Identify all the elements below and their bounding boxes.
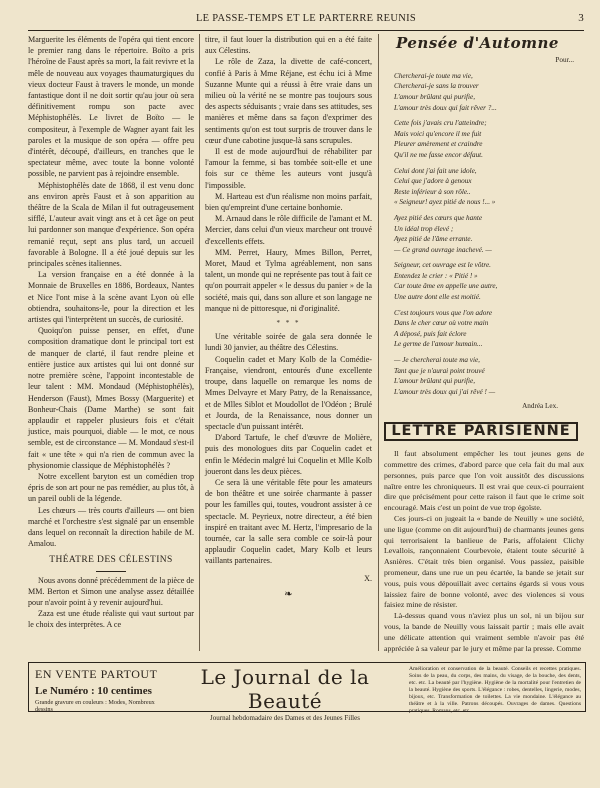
poem-line: A déposé, puis fait éclore [394,329,467,338]
poem-line: Un idéal trop élevé ; [394,224,454,233]
paragraph: D'abord Tartufe, le chef d'œuvre de Molière, puis des monologues dits par Coquelin cadet et enfin le Médecin malgré lui Coquelin et Mlle Kolb joueront dans les deux pièces. [205,433,372,476]
paragraph: Les chœurs — très courts d'ailleurs — ont bien marché et l'orchestre s'est signalé par un ensemble dans lequel on reconnaît la direction habile de M. Amalou. [28,505,194,549]
page-number: 3 [578,12,584,24]
paragraph: Méphistophélès date de 1868, il est venu donc ans environ après Faust et à son apparition au théâtre de la Scala de Milan il fut outrageusement sifflé, L'auteur avait vingt ans et à cet âge on peut lui pardonner son manque d'expérience. Son opéra remanié reçut, sept ans plus tard, un accueil favorable à Bologne. Il a été joué depuis sur les principales scènes italiennes. [28,180,194,269]
advert-center [165,665,405,722]
poem-stanza [384,213,584,255]
paragraph: titre, il faut louer la distribution qui en a été faite aux Célestins. [205,35,372,56]
poem-dedication: Pour... [555,56,574,65]
poem-line: Ayez pitié de l'âme errante. [394,235,473,244]
paragraph: Coquelin cadet et Mary Kolb de la Comédie-Française, viendront, entourés d'une excellente troupe, dans laquelle on remarque les noms de Mmes Delvayre et Mary Patry, de la Renaissance, et de Mlles Siblot et Moudollot de l'Odéon ; Brulé et Jourda, de la Renaissance, nous donner un spectacle d'un puissant intérêt. [205,354,372,431]
article-signature: X. [364,573,372,583]
poem-stanza [384,355,584,397]
column-3 [384,34,584,654]
poem-stanza [384,308,584,350]
paragraph: M. Harteau est d'un réalisme non moins parfait, bien qu'empreint d'une certaine bonhomie. [205,191,372,213]
poem-line: « Seigneur! ayez pitié de nous !... » [394,198,496,207]
paragraph: La version française en a été donnée à la Monnaie de Bruxelles en 1886, Bordeaux, Nantes et Nice l'ont mise à la scène avant Lyon où elle obtiendra, souhaitons-le, pour la direction et les artistes qui l'interprètent un succès, de curiosité. [28,270,194,325]
advert-price-value: 10 centimes [97,685,152,697]
poem-line: C'est toujours vous que l'on adore [394,308,493,317]
section-rule [96,571,126,572]
poem-line: Chercherai-je toute ma vie, [394,71,473,80]
advert-left [35,667,165,713]
poem-line: Reste inférieur à son rôle.. [394,187,471,196]
poem-line: Entendez le crier : « Pitié ! » [394,271,478,280]
lettre-parisienne-title: LETTRE PARISIENNE [384,422,578,441]
page-header [28,10,584,30]
paragraph: Là-dessus quand vous n'aviez plus un sol, ni un bijou sur vous, la bande de Neuilly vous laissait partir ; mais elle avait une délicate attention qui vraiment semble n'avoir pas été appréciée à sa valeur par le jury et même par la presse. Comme [384,611,584,653]
poem-stanza [384,118,584,160]
column-1 [28,34,194,631]
poem-line: Mais voici qu'encore il me fuit [394,129,482,138]
poem-line: Qu'il ne me fasse encor défaut. [394,150,483,159]
paragraph: M. Arnaud dans le rôle difficile de l'amant et M. Mercier, dans celui d'un vieux marcheur ont trouvé d'excellents effets. [205,214,372,246]
poem-line: L'amour brûlant qui purifie, [394,377,476,386]
paragraph: Une véritable soirée de gala sera donnée le lundi 30 janvier, au théâtre des Célestins. [205,332,372,353]
advert-vente-partout: EN VENTE PARTOUT [35,667,158,681]
paragraph: Marguerite les éléments de l'opéra qui tient encore le premier rang dans le répertoire. Boïto a pris l'héroïne de Faust après sa mort, la fait revivre et la mêle de nouveau aux voyages thaumaturgiques du vieux docteur Faust à travers le monde, un monde fantastique dont il ne doit sortir qu'au jour où sera définitivement rompu son pacte avec Méphistophélès. Le livret de Boïto — le compositeur, à l'exemple de Wagner ayant fait les paroles et la musique de son opéra — offre peu d'intérêt, découpé, d'ailleurs, en tranches que le spectateur même, avec toute la bonne volonté possible, ne parvient pas à rejoindre ensemble. [28,35,194,179]
advert-price [35,685,165,697]
poem-stanza [384,71,584,113]
poem-line: L'amour très doux qui fait rêver ?... [394,103,497,112]
poem-line: Ayez pitié des cœurs que hante [394,213,483,222]
poem-line: Dans le cher cœur où votre main [394,319,489,328]
advert-logo: Le Journal de la Beauté [200,665,370,713]
poem-stanzas [384,71,584,398]
poem [384,55,584,412]
poem-line: Celui que j'adore à genoux [394,177,472,186]
poem-line: Tant que je n'aurai point trouvé [394,366,485,375]
poem-line: Celui dont j'ai fait une idole, [394,166,477,175]
poem-line: Le germe de l'amour humain... [394,340,483,349]
paragraph: Il est de mode aujourd'hui de réhabiliter par l'amour la femme, si bas tombée soit-elle et une fois sur ce thème les auteurs vont jusqu'à l'impossible. [205,147,372,190]
poem-line: — Ce grand ouvrage inachevé. — [394,245,492,254]
paragraph: Quoiqu'on puisse penser, en effet, d'une composition dramatique dont le principal tort est de manquer de clarté, il faut rendre pleine et entière justice aux artistes qui lui ont donné sur notre première scène, l'appoint incontestable de leur talent : MM. Mondaud (Méphistophélès), Henderson (Faust), Mmes Bossy (Marguerite) et Bonheur-Chais (Dame Marthe) se sont fait applaudir et rappeler plusieurs fois et c'était justice, mais pourquoi, diable — le mot, ce nous semble, est de circonstance — M. Mondaud s'est-il fait « une tête » qui n'a rien de commun avec la physionomie classique de Méphistophélès ? [28,326,194,470]
paragraph: Ce sera là une véritable fête pour les amateurs de bon théâtre et une soirée charmante à passer pour les familles qui, toutes, voudront assister à ce spectacle. M. Peyrieux, notre directeur, a été bien inspiré en traitant avec M. Hertz, l'impresario de la tournée, car la salle sera comble ce soir-là pour applaudir Coquelin cadet, Mary Kolb et leurs vaillants partenaires. [205,477,372,566]
lettre-parisienne-body [384,449,584,654]
paragraph: Nous avons donné précédemment de la pièce de MM. Berton et Simon une analyse assez détaillée pour n'avoir point à y revenir aujourd'hui. [28,575,194,607]
paragraph: Il faut absolument empêcher les tout jeunes gens de commettre des crimes, d'abord parce que cela fait du mal aux personnes, puis parce que l'on voit aussitôt des discussions naître entre les chroniqueurs. Il est vrai que ceux-ci pourraient dire que précisément pour cette raison il faut que le crime soit encouragé. Mais c'est un point de vue trop égoïste. [384,449,584,513]
poem-line: Une autre dont elle est moitié. [394,293,481,302]
column-2 [205,34,372,605]
advert-price-label: Le Numéro : [35,685,95,697]
advert-features: Grande gravure en couleurs : Modes, Nombreux dessins [35,699,155,713]
poem-line: Pleurer amèrement et craindre [394,140,483,149]
advert-subtitle: Journal hebdomadaire des Dames et des Jeunes Filles [210,714,360,722]
paragraph: Le rôle de Zaza, la divette de café-concert, confié à Paris à Mme Réjane, est échu ici à Mme Suzanne Munte qui a réussi à être vraie dans un milieu où la vérité ne se montre pas toujours sous des aspects séduisants ; vraie dans ses attitudes, ses manières et même dans sa façon d'exprimer des sentiments qu'on est tout surpris de trouver dans le cœur d'une cabotine jusque-là sans scrupules. [205,57,372,145]
journal-title: LE PASSE-TEMPS ET LE PARTERRE REUNIS [195,13,417,24]
poem-line: — Je chercherai toute ma vie, [394,356,480,365]
poem-stanza [384,166,584,208]
journal-de-la-beaute-advert [28,662,586,722]
advert-description: Amélioration et conservation de la beauté. Conseils et recettes pratiques. Soins de la peau, du corps, des mains, du visage, de la bouche, des dents, etc. etc. La beauté par l'hygiène. Hygiène de la mortalité pour l'entretien de la beauté. Hygiène des sports. L'élégance : robes, dentelles, lingerie, modes, bijoux, etc. Transformation de toilettes. La vie mondaine. L'élégance au théâtre et à la ville. Patrons découpés. Ouvrages de dames. Questions pratiques. Romans, etc. etc. [409,666,581,714]
poem-line: Car toute âme en appelle une autre, [394,282,498,291]
poem-line: L'amour brûlant qui purifie, [394,92,476,101]
fleuron-ornament: ❧ [284,588,293,600]
poem-title: Pensée d'Automne [396,34,559,52]
section-title-celestins: THÉATRE DES CÉLESTINS [49,555,173,566]
poem-line: Seigneur, cet ouvrage est le vôtre. [394,261,491,270]
paragraph: Notre excellent baryton est un comédien trop épris de son art pour ne pas remédier, au plus tôt, à un pareil oubli de la légende. [28,471,194,504]
poem-line: Chercherai-je sans la trouver [394,82,479,91]
poem-line: Cette fois j'avais cru l'atteindre; [394,119,487,128]
column-divider [378,34,379,651]
paragraph: Zaza est une étude réaliste qui vaut surtout par le choix des interprètes. A ce [28,609,194,630]
header-rule [28,30,584,31]
paragraph: Ces jours-ci on jugeait la « bande de Neuilly » une société, une ligue (comme on dit aujourd'hui) de charmants jeunes gens qui terrorisaient la banlieue de Paris, affolaient Clichy Levallois, rançonnaient Courbevoie, étaient toute sécurité à Asnières. C'était très bien organisé. Vous passiez, paisible promeneur, dans une rue un peu écartée, la bande se jetait sur vous, puis vous dépouillait avec certains égards si vous vous laissiez faire de bonne volonté, avec des violences si vous faisiez mine de résister. [384,514,584,610]
paragraph: MM. Perret, Haury, Mmes Billon, Perret, Moret, Maud et Tylma agréablement, non sans talent, un monde qui ne représente pas tout à fait ce qu'on pourrait appeler « le dessus du panier » de la société, mais qui, dans son allure et son langage ne manque ni de pittoresque, ni d'originalité. [205,247,372,313]
column-divider [199,34,200,651]
poem-author: Andréa Lex. [522,402,558,411]
poem-stanza [384,260,584,302]
section-separator-stars: * * * [276,319,301,328]
poem-line: L'amour très doux qui j'ai rêvé ! — [394,387,496,396]
